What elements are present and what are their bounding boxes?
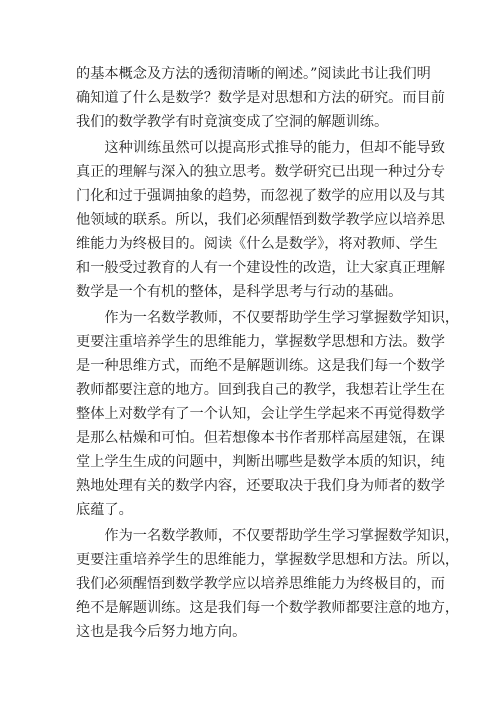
- text-line: 这种训练虽然可以提高形式推导的能力，但却不能导致: [76, 140, 445, 156]
- text-line: 是一种思维方式，而绝不是解题训练。这是我们每一个数学: [76, 358, 445, 374]
- paragraph-1: [76, 62, 445, 134]
- text-line: 更要注重培养学生的思维能力，掌握数学思想和方法。数学: [76, 334, 445, 350]
- text-line: 门化和过于强调抽象的趋势，而忽视了数学的应用以及与其: [76, 188, 445, 204]
- text-line: 和一般受过教育的人有一个建设性的改造，让大家真正理解: [76, 260, 445, 276]
- text-line: 作为一名数学教师，不仅要帮助学生学习掌握数学知识，: [76, 310, 460, 326]
- text-line: 的基本概念及方法的透彻清晰的阐述。”阅读此书让我们明: [76, 66, 431, 82]
- paragraph-2: [76, 136, 445, 304]
- text-line: 我们必须醒悟到数学教学应以培养思维能力为终极目的，而: [76, 576, 445, 592]
- text-line: 确知道了什么是数学？数学是对思想和方法的研究。而目前: [76, 90, 445, 106]
- text-line: 底蕴了。: [76, 502, 133, 518]
- text-line: 绝不是解题训练。这是我们每一个数学教师都要注意的地方，: [76, 600, 460, 616]
- paragraph-4: [76, 524, 460, 644]
- text-line: 维能力为终极目的。阅读《什么是数学》，将对教师、学生: [76, 236, 438, 252]
- text-line: 更要注重培养学生的思维能力，掌握数学思想和方法。所以，: [76, 552, 460, 568]
- text-line: 我们的数学教学有时竟演变成了空洞的解题训练。: [76, 114, 389, 130]
- text-line: 他领域的联系。所以，我们必须醒悟到数学教学应以培养思: [76, 212, 445, 228]
- text-line: 这也是我今后努力地方向。: [76, 624, 247, 640]
- text-line: 是那么枯燥和可怕。但若想像本书作者那样高屋建瓴，在课: [76, 430, 445, 446]
- text-line: 教师都要注意的地方。回到我自己的教学，我想若让学生在: [76, 382, 445, 398]
- document-page: [76, 62, 460, 644]
- text-line: 数学是一个有机的整体，是科学思考与行动的基础。: [76, 284, 403, 300]
- text-line: 整体上对数学有了一个认知，会让学生学起来不再觉得数学: [76, 406, 445, 422]
- text-line: 作为一名数学教师，不仅要帮助学生学习掌握数学知识，: [76, 528, 460, 544]
- text-line: 熟地处理有关的数学内容，还要取决于我们身为师者的数学: [76, 478, 445, 494]
- text-line: 堂上学生生成的问题中，判断出哪些是数学本质的知识，纯: [76, 454, 445, 470]
- paragraph-3: [76, 306, 460, 522]
- text-line: 真正的理解与深入的独立思考。数学研究已出现一种过分专: [76, 164, 445, 180]
